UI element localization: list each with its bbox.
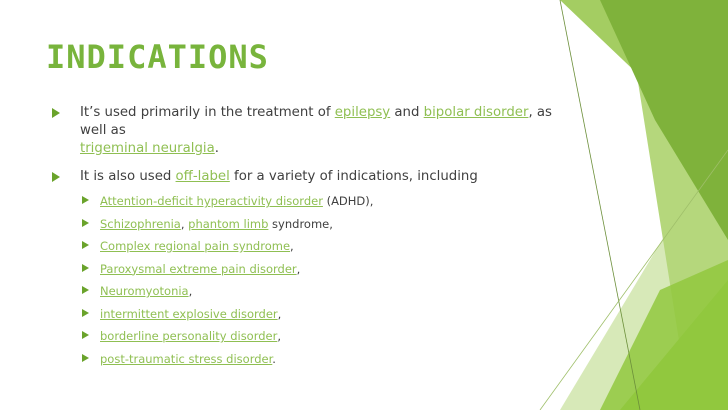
list-item <box>50 239 570 262</box>
list-item <box>50 352 570 375</box>
list-item <box>50 284 570 307</box>
bullet-text: It’s used primarily in the treatment of <box>80 105 335 120</box>
link-bipolar-disorder[interactable]: bipolar disorder <box>423 105 529 120</box>
list-item <box>50 329 570 352</box>
item-suffix: . <box>272 351 276 366</box>
link-ptsd[interactable]: post-traumatic stress disorder <box>100 351 273 366</box>
item-suffix: syndrome, <box>268 216 333 231</box>
sub-bullet-arrow-icon <box>82 219 89 227</box>
bullet-text: for a variety of indications, including <box>229 169 478 184</box>
slide-body <box>50 104 570 374</box>
sub-bullet-arrow-icon <box>82 354 89 362</box>
sub-bullet-arrow-icon <box>82 264 89 272</box>
bullet-text: , as well as <box>80 105 552 138</box>
link-phantom-limb[interactable]: phantom limb <box>188 216 269 231</box>
link-trigeminal-neuralgia[interactable]: trigeminal neuralgia <box>80 141 215 156</box>
bullet-text: . <box>214 141 220 156</box>
list-item <box>50 307 570 330</box>
sub-bullet-arrow-icon <box>82 331 89 339</box>
slide-title: INDICATIONS <box>46 38 269 76</box>
list-item <box>50 194 570 217</box>
indications-list <box>50 194 570 374</box>
link-schizophrenia[interactable]: Schizophrenia <box>100 216 181 231</box>
list-item <box>50 217 570 240</box>
link-adhd[interactable]: Attention-deficit hyperactivity disorder <box>100 194 323 208</box>
sub-bullet-arrow-icon <box>82 241 89 249</box>
list-item <box>50 262 570 285</box>
link-epilepsy[interactable]: epilepsy <box>334 105 391 120</box>
item-suffix: (ADHD), <box>322 194 374 208</box>
sub-bullet-arrow-icon <box>82 309 89 317</box>
bullet-text: It is also used <box>80 169 176 184</box>
item-suffix: , <box>277 306 282 321</box>
link-paroxysmal-extreme-pain-disorder[interactable]: Paroxysmal extreme pain disorder <box>100 261 297 276</box>
link-complex-regional-pain-syndrome[interactable]: Complex regional pain syndrome <box>100 239 291 253</box>
item-suffix: , <box>296 261 301 276</box>
link-off-label[interactable]: off-label <box>175 169 230 184</box>
link-neuromyotonia[interactable]: Neuromyotonia <box>100 284 189 298</box>
link-borderline-personality-disorder[interactable]: borderline personality disorder <box>100 329 278 343</box>
bullet-arrow-icon <box>52 108 60 118</box>
bullet-primary-uses <box>50 104 570 158</box>
bullet-arrow-icon <box>52 172 60 182</box>
link-intermittent-explosive-disorder[interactable]: intermittent explosive disorder <box>100 306 278 321</box>
bullet-text: and <box>390 105 424 120</box>
item-separator: , <box>180 216 189 231</box>
item-suffix: , <box>277 329 282 343</box>
bullet-off-label <box>50 168 570 186</box>
sub-bullet-arrow-icon <box>82 286 89 294</box>
item-suffix: , <box>290 239 294 253</box>
item-suffix: , <box>188 284 193 298</box>
sub-bullet-arrow-icon <box>82 196 89 204</box>
